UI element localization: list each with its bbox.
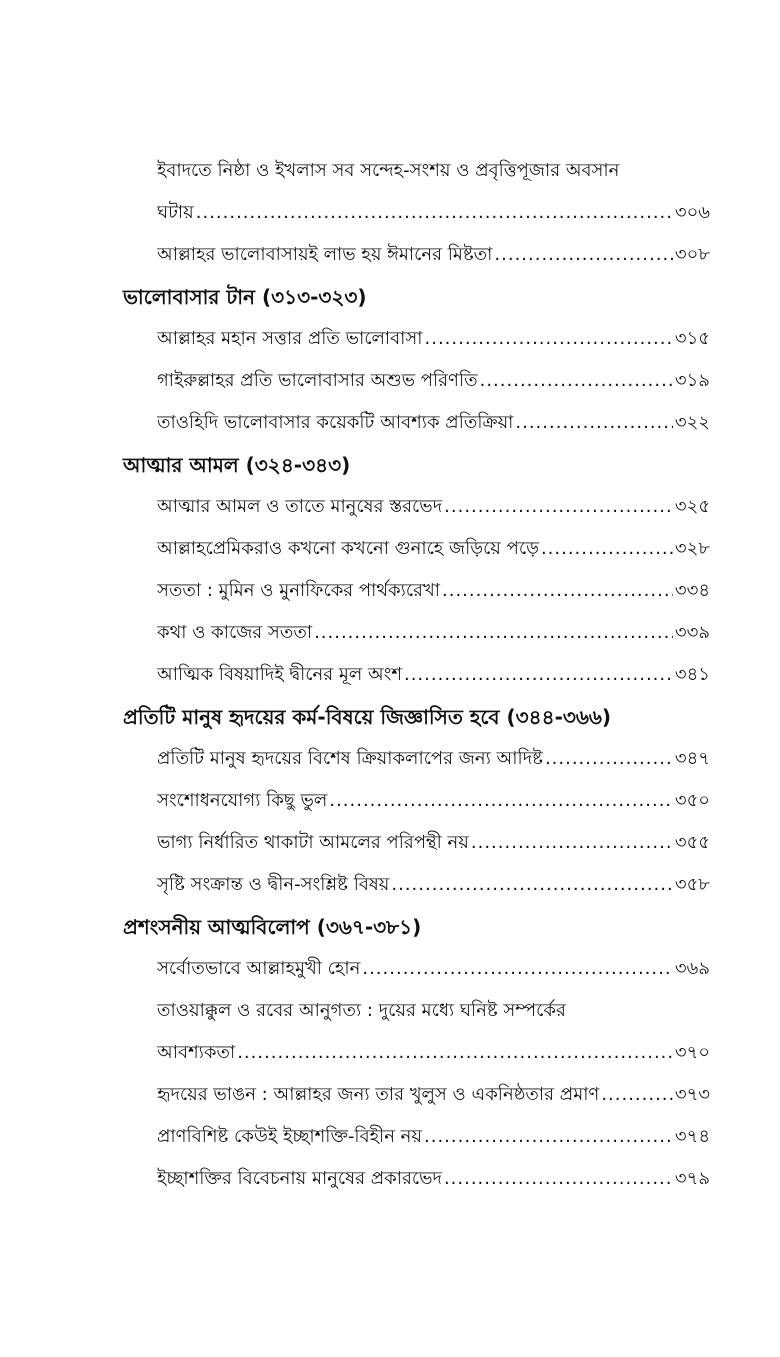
toc-entry (157, 528, 710, 570)
toc-entry (157, 1116, 710, 1158)
toc-entry-title: তাওহিদি ভালোবাসার কয়েকটি আবশ্যক প্রতিক্রিয়া (157, 412, 514, 433)
dot-leader (444, 486, 673, 528)
dot-leader (404, 654, 673, 696)
toc-page-number: ৩২৮ (674, 538, 710, 559)
dot-leader (425, 318, 673, 360)
toc-entry (157, 864, 710, 906)
toc-entry-title-line: ইবাদতে নিষ্ঠা ও ইখলাস সব সন্দেহ-সংশয় ও প্রবৃত্তিপূজার অবসান (157, 160, 620, 181)
toc-page-number: ৩৩৪ (674, 580, 710, 601)
toc-page-number: ৩০৬ (674, 202, 710, 223)
toc-entry-title: ভাগ্য নির্ধারিত থাকাটা আমলের পরিপন্থী নয় (157, 832, 469, 853)
toc-page-number: ৩৭৪ (674, 1126, 710, 1147)
toc-entry-title: ঘটায় (157, 202, 194, 223)
toc-entry-title: হৃদয়ের ভাঙন : আল্লাহর জন্য তার খুলুস ও একনিষ্ঠতার প্রমাণ (157, 1084, 600, 1105)
toc-entry (157, 780, 710, 822)
toc-entry (157, 192, 710, 234)
toc-entry-title: ইচ্ছাশক্তির বিবেচনায় মানুষের প্রকারভেদ (157, 1168, 442, 1189)
toc-entry-title: আবশ্যকতা (157, 1042, 236, 1063)
dot-leader (471, 822, 673, 864)
toc-entry-title: সততা : মুমিন ও মুনাফিকের পার্থক্যরেখা (157, 580, 440, 601)
toc-entry-title: আল্লাহর মহান সত্তার প্রতি ভালোবাসা (157, 328, 423, 349)
dot-leader (601, 1074, 673, 1116)
toc-page-number: ৩০৮ (674, 244, 710, 265)
toc-page-number: ৩৫৮ (674, 874, 710, 895)
toc-entry-title: সৃষ্টি সংক্রান্ত ও দ্বীন-সংশ্লিষ্ট বিষয় (157, 874, 390, 895)
toc-entry (157, 612, 710, 654)
toc-entry-title: আল্লাহর ভালোবাসায়ই লাভ হয় ঈমানের মিষ্টতা (157, 244, 493, 265)
toc-entry (157, 570, 710, 612)
toc-entry-title: আত্মিক বিষয়াদিই দ্বীনের মূল অংশ (157, 664, 402, 685)
toc-page-number: ৩২৫ (674, 496, 710, 517)
dot-leader (541, 528, 673, 570)
toc-page-number: ৩৪৭ (674, 748, 710, 769)
toc-page-number: ৩৭৯ (674, 1168, 710, 1189)
section-heading: প্রতিটি মানুষ হৃদয়ের কর্ম-বিষয়ে জিজ্ঞাসিত হবে (৩৪৪-৩৬৬) (123, 705, 612, 729)
dot-leader (196, 192, 673, 234)
dot-leader (362, 948, 673, 990)
toc-page-number: ৩৩৯ (674, 622, 710, 643)
dot-leader (329, 780, 673, 822)
dot-leader (391, 864, 673, 906)
toc-entry (157, 318, 710, 360)
toc-page-number: ৩৪১ (674, 664, 710, 685)
toc-entry (157, 234, 710, 276)
dot-leader (494, 234, 673, 276)
toc-entry-title: আত্মার আমল ও তাতে মানুষের স্তরভেদ (157, 496, 443, 517)
toc-entry-title: গাইরুল্লাহর প্রতি ভালোবাসার অশুভ পরিণতি (157, 370, 478, 391)
dot-leader (545, 738, 673, 780)
section-heading: আত্মার আমল (৩২৪-৩৪৩) (123, 453, 351, 477)
toc-entry (157, 486, 710, 528)
toc-entry-title: সর্বোতভাবে আল্লাহমুখী হোন (157, 958, 361, 979)
toc-entry (157, 1158, 710, 1200)
toc-page-number: ৩৫০ (674, 790, 710, 811)
dot-leader (444, 1158, 673, 1200)
toc-entry-title: সংশোধনযোগ্য কিছু ভুল (157, 790, 328, 811)
toc-entry-title-line: তাওয়াক্কুল ও রবের আনুগত্য : দুয়ের মধ্যে ঘনিষ্ট সম্পর্কের (157, 1000, 566, 1021)
dot-leader (480, 360, 673, 402)
toc-entry (157, 822, 710, 864)
toc-entry-title: প্রতিটি মানুষ হৃদয়ের বিশেষ ক্রিয়াকলাপের জন্য আদিষ্ট (157, 748, 543, 769)
table-of-contents (0, 150, 780, 1200)
toc-page-number: ৩৭০ (674, 1042, 710, 1063)
toc-entry (157, 654, 710, 696)
dot-leader (515, 402, 672, 444)
toc-entry-title: আল্লাহপ্রেমিকরাও কখনো কখনো গুনাহে জড়িয়ে পড়ে (157, 538, 539, 559)
toc-entry-title: প্রাণবিশিষ্ট কেউই ইচ্ছাশক্তি-বিহীন নয় (157, 1126, 423, 1147)
section-heading: প্রশংসনীয় আত্মবিলোপ (৩৬৭-৩৮১) (123, 915, 422, 939)
toc-entry (157, 738, 710, 780)
toc-entry-title: কথা ও কাজের সততা (157, 622, 313, 643)
toc-entry (157, 1074, 710, 1116)
toc-entry (157, 360, 710, 402)
toc-page-number: ৩২২ (674, 412, 710, 433)
toc-page-number: ৩৬৯ (674, 958, 710, 979)
section-heading: ভালোবাসার টান (৩১৩-৩২৩) (123, 285, 367, 309)
dot-leader (314, 612, 673, 654)
toc-page-number: ৩১৯ (674, 370, 710, 391)
toc-entry (157, 1032, 710, 1074)
toc-entry (157, 402, 710, 444)
toc-page-number: ৩৭৩ (674, 1084, 710, 1105)
dot-leader (442, 570, 673, 612)
toc-page-number: ৩১৫ (674, 328, 710, 349)
toc-page-number: ৩৫৫ (674, 832, 710, 853)
dot-leader (424, 1116, 673, 1158)
dot-leader (237, 1032, 673, 1074)
toc-entry (157, 948, 710, 990)
